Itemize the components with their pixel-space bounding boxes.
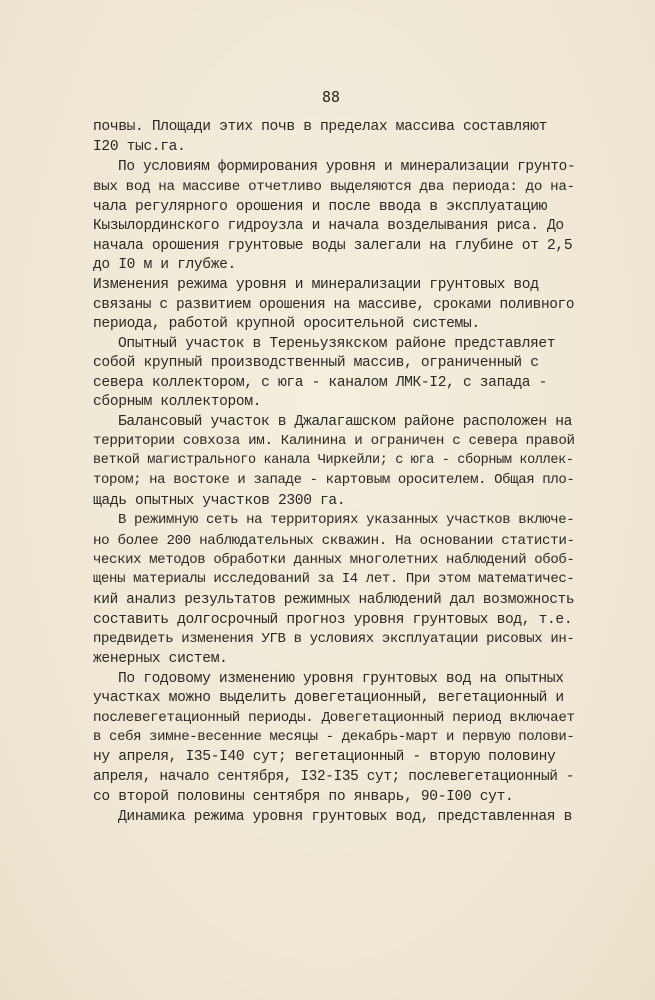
text-line: в себя зимне-весенние месяцы - декабрь-март и первую полови- <box>93 729 575 745</box>
text-line: периода, работой крупной оросительной системы. <box>93 316 480 332</box>
text-line: участках можно выделить довегетационный, вегетационный и <box>93 690 564 706</box>
text-line: щадь опытных участков 2300 га. <box>93 493 346 509</box>
text-line: Кызылординского гидроузла и начала возделывания риса. До <box>93 218 564 234</box>
text-line: предвидеть изменения УГВ в условиях эксплуатации рисовых ин- <box>93 631 575 647</box>
text-line: территории совхоза им. Калинина и ограничен с севера правой <box>93 433 575 449</box>
text-line: до I0 м и глубже. <box>93 257 236 273</box>
text-line: но более 200 наблюдательных скважин. На основании статисти- <box>93 533 575 549</box>
paragraph-start: Динамика режима уровня грунтовых вод, представленная в <box>118 809 573 825</box>
paragraph-start: По годовому изменению уровня грунтовых вод на опытных <box>118 671 564 687</box>
text-line: почвы. Площади этих почв в пределах массива составляют <box>93 119 548 135</box>
text-line: веткой магистрального канала Чиркейли; с юга - сборным коллек- <box>93 453 574 468</box>
text-line: сборным коллектором. <box>93 394 262 410</box>
text-line: послевегетационный периоды. Довегетационный период включает <box>93 710 575 726</box>
text-line: апреля, начало сентября, I32-I35 сут; послевегетационный - <box>93 769 575 785</box>
text-line: ну апреля, I35-I40 сут; вегетационный - вторую половину <box>93 749 556 765</box>
text-line: I20 тыс.га. <box>93 139 186 155</box>
text-line: женерных систем. <box>93 651 228 667</box>
page-number: 88 <box>322 88 341 106</box>
paragraph-start: Балансовый участок в Джалагашском районе расположен на <box>118 414 573 430</box>
text-line: кий анализ результатов режимных наблюдений дал возможность <box>93 592 575 608</box>
paragraph-start: По условиям формирования уровня и минерализации грунто- <box>118 159 576 175</box>
text-line: связаны с развитием орошения на массиве, сроками поливного <box>93 297 575 313</box>
text-line: тором; на востоке и западе - картовым оросителем. Общая пло- <box>93 472 575 488</box>
text-line: чала регулярного орошения и после ввода в эксплуатацию <box>93 199 548 215</box>
text-line: ческих методов обработки данных многолетних наблюдений обоб- <box>93 552 575 568</box>
paragraph-start: Опытный участок в Тереньузякском районе представляет <box>118 336 556 352</box>
paragraph-start: В режимную сеть на территориях указанных участков включе- <box>118 512 575 528</box>
text-line: вых вод на массиве отчетливо выделяются два периода: до на- <box>93 179 575 195</box>
text-line: начала орошения грунтовые воды залегали на глубине от 2,5 <box>93 238 573 254</box>
paragraph-start: Изменения режима уровня и минерализации грунтовых вод <box>93 277 539 293</box>
text-line: со второй половины сентября по январь, 90-I00 сут. <box>93 789 514 805</box>
text-line: составить долгосрочный прогноз уровня грунтовых вод, т.е. <box>93 612 573 628</box>
text-line: севера коллектором, с юга - каналом ЛМК-I2, с запада - <box>93 375 548 391</box>
text-line: собой крупный производственный массив, ограниченный с <box>93 355 539 371</box>
text-line: щены материалы исследований за I4 лет. При этом математичес- <box>93 571 575 587</box>
